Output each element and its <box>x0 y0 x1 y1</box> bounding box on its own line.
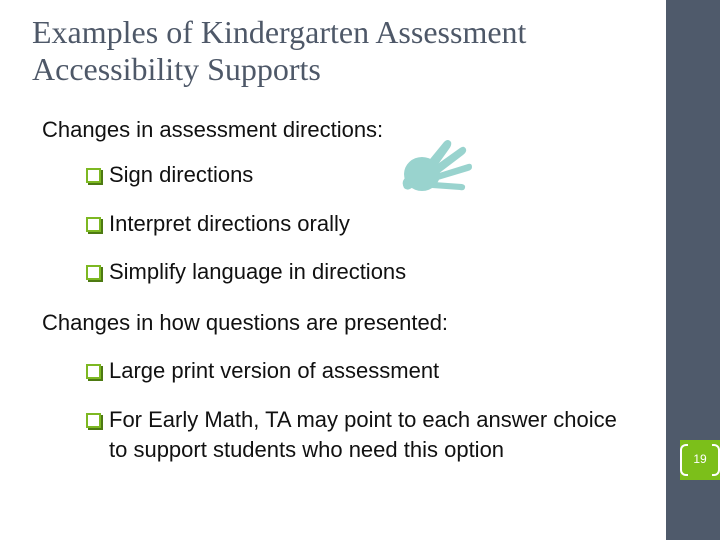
checkbox-bullet-icon <box>86 265 101 280</box>
bullet-item <box>86 209 350 239</box>
handprint-icon <box>398 134 486 198</box>
bullet-text: Interpret directions orally <box>109 211 350 236</box>
bullet-item <box>86 405 629 465</box>
section-heading-directions: Changes in assessment directions: <box>42 117 384 142</box>
page-number-badge <box>680 440 720 480</box>
section-heading-presentation: Changes in how questions are presented: <box>42 310 449 335</box>
checkbox-bullet-icon <box>86 413 101 428</box>
checkbox-bullet-icon <box>86 168 101 183</box>
bullet-text: Sign directions <box>109 162 254 187</box>
right-bracket-icon <box>712 444 720 476</box>
bullet-item <box>86 257 406 287</box>
bullet-item <box>86 160 253 190</box>
checkbox-bullet-icon <box>86 364 101 379</box>
checkbox-bullet-icon <box>86 217 101 232</box>
bullet-item <box>86 356 439 386</box>
slide-title <box>32 14 652 88</box>
bullet-text: For Early Math, TA may point to each answer choice to support students who need this option <box>109 407 617 462</box>
title-line-2: Accessibility Supports <box>32 51 321 87</box>
bullet-text: Simplify language in directions <box>109 259 407 284</box>
page-number: 19 <box>693 452 707 466</box>
bullet-text: Large print version of assessment <box>109 358 440 383</box>
title-line-1: Examples of Kindergarten Assessment <box>32 14 527 50</box>
